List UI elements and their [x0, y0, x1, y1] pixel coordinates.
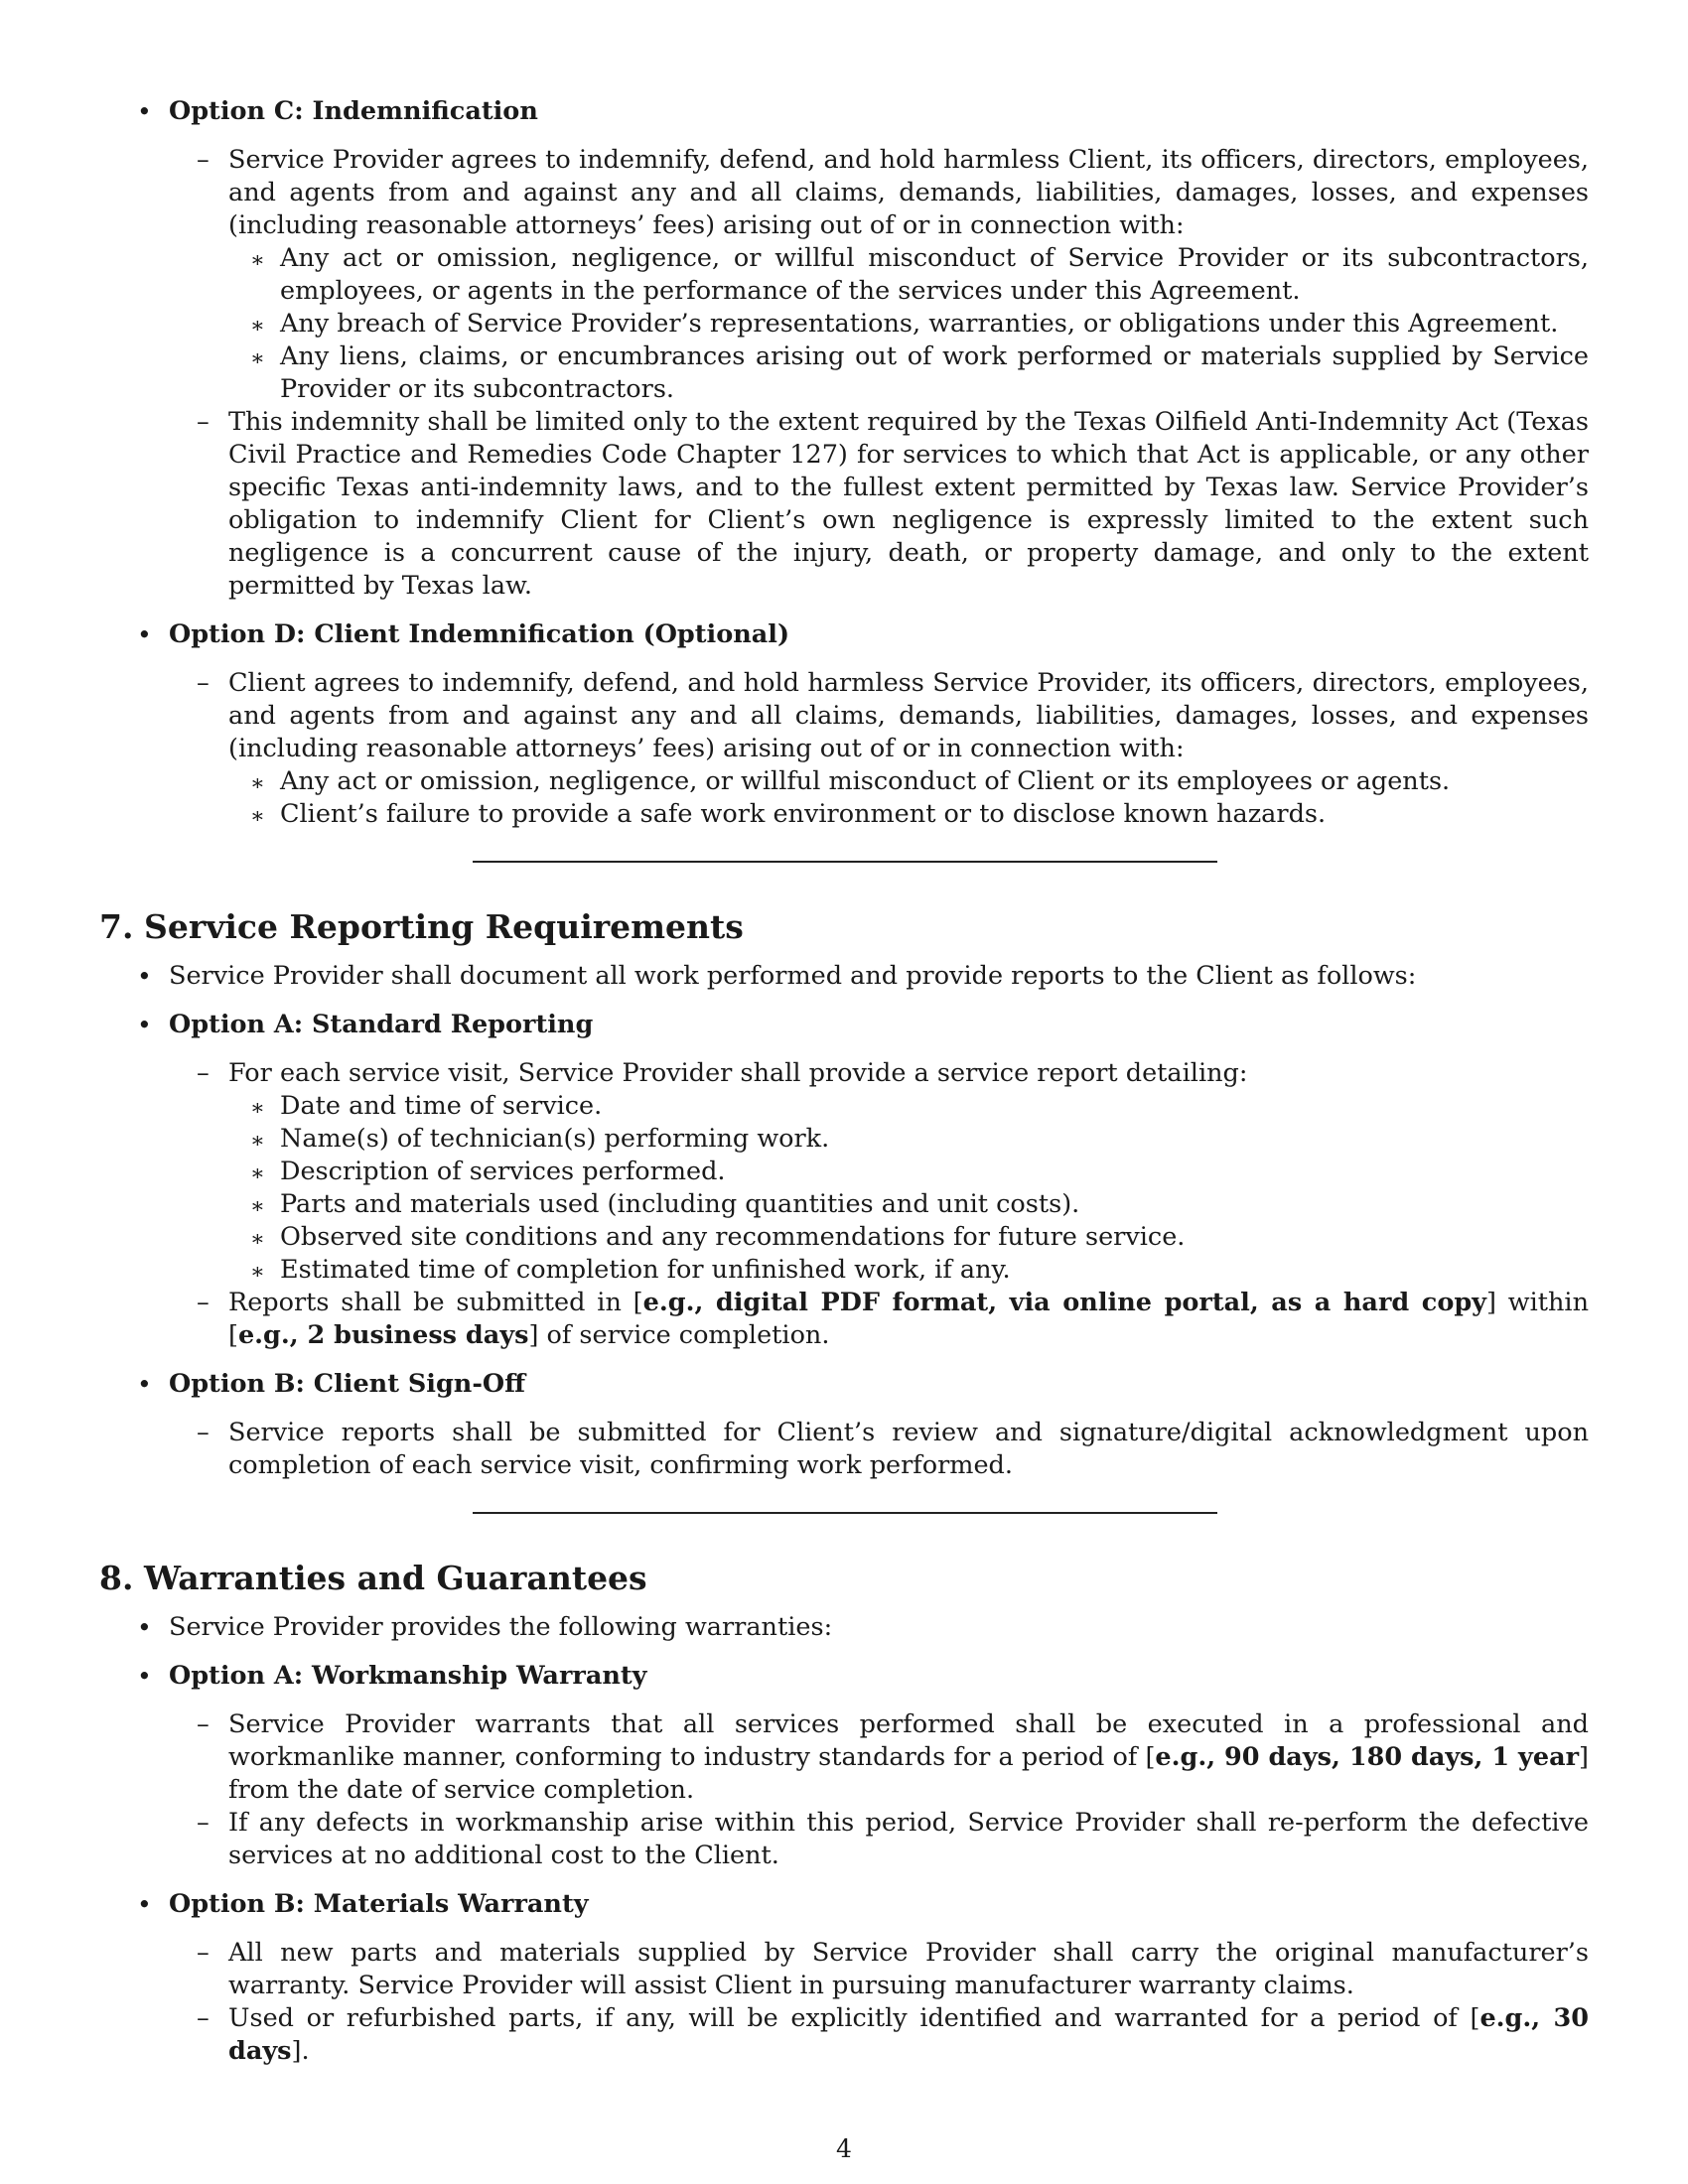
sub-text: Any liens, claims, or encumbrances arising out of work performed or materials supplied by Service Provider or its subcontractors. — [280, 341, 1589, 404]
clause-text: All new parts and materials supplied by Service Provider shall carry the original manufacturer’s warranty. Service Provider will assist Client in pursuing manufacturer warranty claims. — [228, 1938, 1589, 2000]
option-a-label: Option A: Workmanship Warranty — [169, 1661, 647, 1691]
clause-text: If any defects in workmanship arise within this period, Service Provider shall re-perform the defective services at no additional cost to the Client. — [228, 1808, 1589, 1870]
asterisk-marker: ∗ — [250, 1194, 265, 1219]
dash-marker: – — [197, 1938, 210, 1968]
intro-text: Service Provider shall document all work performed and provide reports to the Client as follows: — [169, 961, 1417, 991]
sub-text: Any breach of Service Provider’s representations, warranties, or obligations under this Agreement. — [280, 309, 1559, 339]
warranties-b-clause-1 — [99, 1937, 1589, 2002]
sub-text: Client’s failure to provide a safe work environment or to disclose known hazards. — [280, 799, 1327, 829]
section-title: Warranties and Guarantees — [144, 1559, 647, 1597]
clause-text: Client agrees to indemnify, defend, and hold harmless Service Provider, its officers, directors, employees, and agents from and against any and all claims, demands, liabilities, damages, losses, and expenses (including reasonable attorneys’ fees) arising out of or in connection with: — [228, 668, 1589, 763]
clause-text-pre: Used or refurbished parts, if any, will be explicitly identified and warranted for a period of [ — [228, 2003, 1480, 2033]
clause-text-post: ] of service completion. — [528, 1320, 830, 1350]
option-c-clause-2 — [99, 406, 1589, 603]
placeholder-period: e.g., 90 days, 180 days, 1 year — [1155, 1742, 1580, 1772]
sub-text: Estimated time of completion for unfinished work, if any. — [280, 1255, 1011, 1285]
reporting-a-sub — [99, 1188, 1589, 1221]
option-c-sub-2 — [99, 308, 1589, 341]
option-b-label: Option B: Client Sign-Off — [169, 1369, 526, 1399]
option-c-sub-1 — [99, 242, 1589, 308]
sub-text: Any act or omission, negligence, or willful misconduct of Service Provider or its subcontractors, employees, or agents in the performance of the services under this Agreement. — [280, 243, 1589, 306]
asterisk-marker: ∗ — [250, 771, 265, 796]
clause-text-post: ]. — [291, 2036, 310, 2066]
warranties-b-clause-2 — [99, 2002, 1589, 2068]
bullet: • — [137, 1890, 152, 1919]
sub-text: Date and time of service. — [280, 1091, 603, 1121]
bullet: • — [137, 1613, 152, 1642]
section-heading-8 — [99, 1558, 1589, 1599]
bullet: • — [137, 1662, 152, 1691]
dash-marker: – — [197, 1288, 210, 1317]
dash-marker: – — [197, 1808, 210, 1838]
section-divider — [473, 861, 1217, 863]
clause-text-pre: Service Provider warrants that all services performed shall be executed in a professional and workmanlike manner, conforming to industry standards for a period of [ — [228, 1709, 1589, 1772]
page-number: 4 — [836, 2134, 852, 2163]
dash-marker: – — [197, 1418, 210, 1447]
bullet: • — [137, 962, 152, 991]
reporting-option-a — [99, 1009, 1589, 1041]
asterisk-marker: ∗ — [250, 346, 265, 371]
option-b-label: Option B: Materials Warranty — [169, 1889, 589, 1919]
option-c-sub-3 — [99, 341, 1589, 406]
clause-text-post: ] from the date of service completion. — [228, 1742, 1589, 1805]
dash-marker: – — [197, 145, 210, 175]
asterisk-marker: ∗ — [250, 1161, 265, 1186]
reporting-a-sub — [99, 1123, 1589, 1156]
section-heading-7 — [99, 906, 1589, 948]
reporting-a-clause-1 — [99, 1057, 1589, 1090]
section-number: 8. — [99, 1559, 134, 1597]
warranties-option-b — [99, 1888, 1589, 1921]
option-a-label: Option A: Standard Reporting — [169, 1010, 594, 1039]
dash-marker: – — [197, 1709, 210, 1739]
option-c-item — [99, 95, 1589, 128]
reporting-a-sub — [99, 1221, 1589, 1254]
bullet: • — [137, 620, 152, 649]
bullet: • — [137, 1370, 152, 1399]
option-d-item — [99, 618, 1589, 651]
option-c-clause-1 — [99, 144, 1589, 242]
reporting-a-clause-2 — [99, 1287, 1589, 1352]
clause-text-mid: ] within [ — [228, 1288, 1589, 1350]
warranties-a-clause-2 — [99, 1807, 1589, 1872]
dash-marker: – — [197, 1058, 210, 1088]
sub-text: Description of services performed. — [280, 1157, 726, 1186]
reporting-b-clause-1 — [99, 1417, 1589, 1482]
asterisk-marker: ∗ — [250, 804, 265, 829]
clause-text-pre: Reports shall be submitted in [ — [228, 1288, 643, 1317]
page-content — [99, 95, 1589, 2068]
placeholder-period: e.g., 30 days — [228, 2003, 1589, 2066]
option-d-clause-1 — [99, 667, 1589, 765]
reporting-option-b — [99, 1368, 1589, 1401]
intro-text: Service Provider provides the following warranties: — [169, 1612, 833, 1642]
clause-text: This indemnity shall be limited only to the extent required by the Texas Oilfield Anti-Indemnity Act (Texas Civil Practice and Remedies Code Chapter 127) for services to which that Act is applicable, or any other specific Texas anti-indemnity laws, and to the fullest extent permitted by Texas law. Service Provider’s obligation to indemnify Client for Client’s own negligence is expressly limited to the extent such negligence is a concurrent cause of the injury, death, or property damage, and only to the extent permitted by Texas law. — [228, 407, 1589, 601]
sub-text: Observed site conditions and any recommendations for future service. — [280, 1222, 1186, 1252]
warranties-option-a — [99, 1660, 1589, 1693]
warranties-intro — [99, 1611, 1589, 1644]
option-d-sub-2 — [99, 798, 1589, 831]
option-c-label: Option C: Indemnification — [169, 96, 538, 126]
asterisk-marker: ∗ — [250, 248, 265, 273]
asterisk-marker: ∗ — [250, 314, 265, 339]
asterisk-marker: ∗ — [250, 1260, 265, 1285]
reporting-intro — [99, 960, 1589, 993]
clause-text: Service Provider agrees to indemnify, defend, and hold harmless Client, its officers, directors, employees, and agents from and against any and all claims, demands, liabilities, damages, losses, and expenses (including reasonable attorneys’ fees) arising out of or in connection with: — [228, 145, 1589, 240]
bullet: • — [137, 1011, 152, 1039]
sub-text: Parts and materials used (including quantities and unit costs). — [280, 1189, 1080, 1219]
section-divider — [473, 1512, 1217, 1514]
section-title: Service Reporting Requirements — [144, 907, 744, 946]
sub-text: Any act or omission, negligence, or willful misconduct of Client or its employees or agents. — [280, 766, 1451, 796]
dash-marker: – — [197, 668, 210, 698]
placeholder-format: e.g., digital PDF format, via online portal, as a hard copy — [642, 1288, 1486, 1317]
dash-marker: – — [197, 407, 210, 437]
placeholder-timeframe: e.g., 2 business days — [237, 1320, 529, 1350]
asterisk-marker: ∗ — [250, 1096, 265, 1121]
reporting-a-sub — [99, 1156, 1589, 1188]
clause-text: For each service visit, Service Provider shall provide a service report detailing: — [228, 1058, 1248, 1088]
option-d-sub-1 — [99, 765, 1589, 798]
section-number: 7. — [99, 907, 134, 946]
asterisk-marker: ∗ — [250, 1129, 265, 1154]
asterisk-marker: ∗ — [250, 1227, 265, 1252]
dash-marker: – — [197, 2003, 210, 2033]
option-d-label: Option D: Client Indemnification (Optional) — [169, 619, 790, 649]
reporting-a-sub — [99, 1254, 1589, 1287]
bullet: • — [137, 97, 152, 126]
reporting-a-sub — [99, 1090, 1589, 1123]
clause-text: Service reports shall be submitted for Client’s review and signature/digital acknowledgment upon completion of each service visit, confirming work performed. — [228, 1418, 1589, 1480]
sub-text: Name(s) of technician(s) performing work. — [280, 1124, 830, 1154]
warranties-a-clause-1 — [99, 1708, 1589, 1807]
